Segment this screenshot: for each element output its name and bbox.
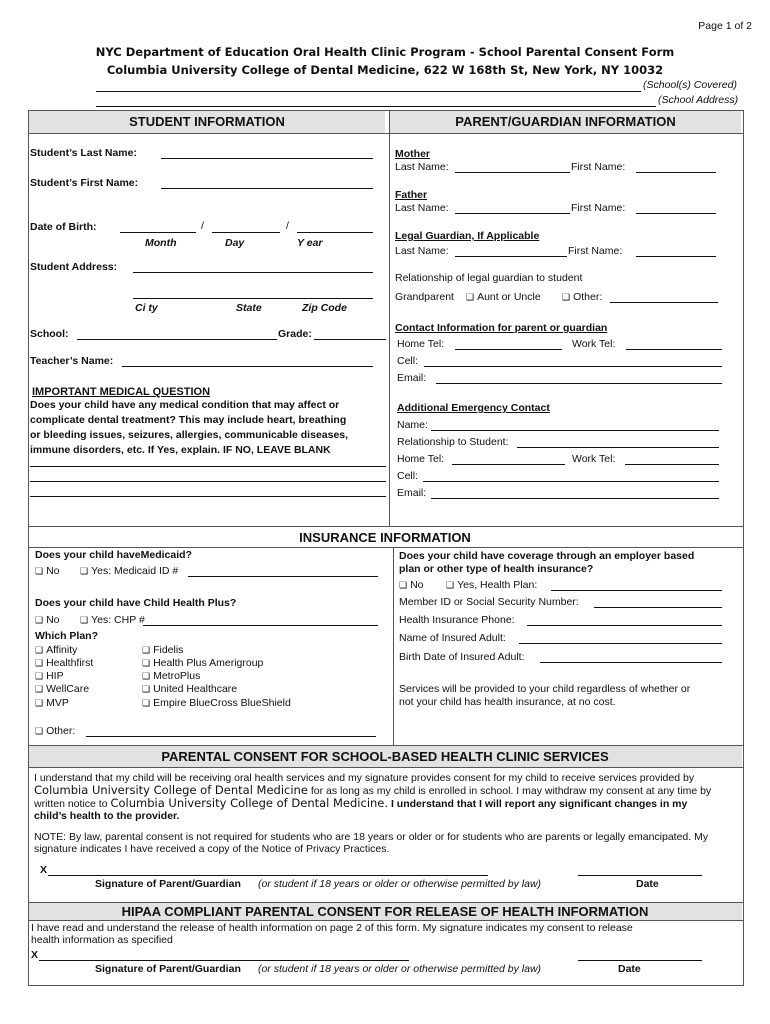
health-plan-field[interactable]: [551, 590, 722, 591]
schools-covered-label: (School(s) Covered): [643, 79, 737, 91]
plan-metroplus-checkbox[interactable]: ❑ MetroPlus: [142, 670, 200, 682]
emergency-email-field[interactable]: [431, 498, 719, 499]
zip-label: Zip Code: [302, 302, 347, 314]
student-first-name-label: Student’s First Name:: [30, 177, 139, 189]
hipaa-paragraph: [31, 922, 731, 946]
dob-slash: /: [201, 220, 204, 232]
emergency-home-tel-label: Home Tel:: [397, 453, 445, 465]
grandparent-label: Grandparent: [395, 291, 454, 303]
note-text: signature indicates I have received a copy of the Notice of Privacy Practices.: [34, 843, 390, 855]
schools-covered-line[interactable]: [96, 91, 641, 92]
divider: [28, 920, 743, 921]
work-tel-field[interactable]: [626, 349, 722, 350]
consent-paragraph: [34, 772, 734, 822]
signature-label: Signature of Parent/Guardian: [95, 963, 241, 975]
plan-empire-checkbox[interactable]: ❑ Empire BlueCross BlueShield: [142, 697, 291, 709]
consent-section-title: PARENTAL CONSENT FOR SCHOOL-BASED HEALTH CLINIC SERVICES: [161, 749, 609, 764]
mother-label: Mother: [395, 148, 430, 160]
student-first-name-field[interactable]: [161, 188, 373, 189]
hipaa-date-field[interactable]: [578, 960, 702, 961]
emergency-home-tel-field[interactable]: [452, 464, 565, 465]
plan-other-field[interactable]: [86, 736, 376, 737]
father-label: Father: [395, 189, 428, 201]
column-divider: [393, 547, 394, 745]
state-label: State: [236, 302, 262, 314]
consent-signature-field[interactable]: [48, 875, 488, 876]
signature-note: (or student if 18 years or older or otherwise permitted by law): [258, 878, 542, 890]
aunt-uncle-checkbox[interactable]: ❑ Aunt or Uncle: [466, 291, 541, 303]
student-address-line-2[interactable]: [133, 298, 373, 299]
emergency-name-field[interactable]: [431, 430, 719, 431]
insured-dob-field[interactable]: [540, 662, 722, 663]
dob-slash: /: [286, 220, 289, 232]
student-address-label: Student Address:: [30, 261, 118, 273]
mother-last-label: Last Name:: [395, 161, 449, 173]
emergency-work-tel-label: Work Tel:: [572, 453, 616, 465]
chp-yes-checkbox[interactable]: ❑ Yes: CHP #: [80, 614, 145, 626]
emergency-work-tel-field[interactable]: [625, 464, 719, 465]
insured-name-field[interactable]: [519, 643, 722, 644]
hipaa-text: I have read and understand the release of health information on page 2 of this form. My signature indicates my consent to release: [31, 922, 633, 934]
medical-question-line: complicate dental treatment? This may include heart, breathing: [30, 414, 347, 426]
hipaa-signature-field[interactable]: [39, 960, 409, 961]
grade-field[interactable]: [314, 339, 386, 340]
dob-day-field[interactable]: [212, 232, 280, 233]
work-tel-label: Work Tel:: [572, 338, 616, 350]
father-first-label: First Name:: [571, 202, 626, 214]
emergency-relationship-label: Relationship to Student:: [397, 436, 509, 448]
emergency-relationship-field[interactable]: [517, 447, 719, 448]
guardian-last-label: Last Name:: [395, 245, 449, 257]
plan-fidelis-checkbox[interactable]: ❑ Fidelis: [142, 644, 183, 656]
year-label: Y ear: [297, 237, 323, 249]
city-label: Ci ty: [135, 302, 158, 314]
hipaa-text: health information as specified: [31, 934, 173, 946]
emergency-name-label: Name:: [397, 419, 428, 431]
emergency-cell-field[interactable]: [423, 481, 719, 482]
which-plan-label: Which Plan?: [35, 630, 98, 642]
medical-question-line: immune disorders, etc. If Yes, explain. IF NO, LEAVE BLANK: [30, 444, 331, 456]
legal-guardian-label: Legal Guardian, If Applicable: [395, 230, 540, 242]
hipaa-section-title: HIPAA COMPLIANT PARENTAL CONSENT FOR RELEASE OF HEALTH INFORMATION: [121, 904, 649, 919]
form-subtitle: Columbia University College of Dental Medicine, 622 W 168th St, New York, NY 10032: [106, 63, 664, 77]
chp-no-checkbox[interactable]: ❑ No: [35, 614, 60, 626]
contact-info-title: Contact Information for parent or guardian: [395, 322, 608, 334]
divider: [28, 547, 743, 548]
teacher-field[interactable]: [122, 366, 373, 367]
services-note: not your child has health insurance, at no cost.: [399, 696, 616, 708]
other-relationship-field[interactable]: [610, 302, 718, 303]
insurance-phone-field[interactable]: [527, 625, 722, 626]
dob-month-field[interactable]: [120, 232, 196, 233]
other-relationship-checkbox[interactable]: ❑ Other:: [562, 291, 602, 303]
student-last-name-label: Student’s Last Name:: [30, 147, 137, 159]
school-address-label: (School Address): [658, 94, 739, 106]
signature-x: X: [31, 949, 39, 961]
services-note: Services will be provided to your child regardless of whether or: [399, 683, 691, 695]
home-tel-field[interactable]: [455, 349, 562, 350]
student-last-name-field[interactable]: [161, 158, 373, 159]
signature-x: X: [40, 864, 48, 876]
chp-id-field[interactable]: [143, 625, 378, 626]
mother-first-label: First Name:: [571, 161, 626, 173]
emergency-email-label: Email:: [397, 487, 427, 499]
school-field[interactable]: [77, 339, 277, 340]
father-last-label: Last Name:: [395, 202, 449, 214]
member-id-field[interactable]: [594, 607, 722, 608]
employer-no-checkbox[interactable]: ❑ No: [399, 579, 424, 591]
email-label: Email:: [397, 372, 427, 384]
medical-answer-line[interactable]: [30, 481, 386, 482]
plan-health-plus-checkbox[interactable]: ❑ Health Plus Amerigroup: [142, 657, 263, 669]
guardian-first-label: First Name:: [568, 245, 623, 257]
dob-label: Date of Birth:: [30, 221, 97, 233]
consent-bold-text: I understand that I will report any significant changes in my: [390, 798, 688, 810]
plan-mvp-checkbox[interactable]: ❑ MVP: [35, 697, 69, 709]
signature-note: (or student if 18 years or older or otherwise permitted by law): [258, 963, 542, 975]
school-label: School:: [30, 328, 69, 340]
divider: [28, 526, 743, 527]
mother-first-field[interactable]: [636, 172, 716, 173]
grade-label: Grade:: [278, 328, 312, 340]
divider: [28, 767, 743, 768]
medical-answer-line[interactable]: [30, 466, 386, 467]
plan-healthfirst-checkbox[interactable]: ❑ Healthfirst: [35, 657, 93, 669]
date-label: Date: [636, 878, 659, 890]
consent-text: I understand that my child will be receiving oral health services and my signature provides consent for my child to receive services provided by: [34, 772, 695, 784]
mother-last-field[interactable]: [455, 172, 570, 173]
consent-text: written notice to: [34, 798, 108, 810]
column-divider: [389, 110, 390, 526]
employer-question: Does your child have coverage through an employer based: [399, 550, 695, 562]
medical-question-line: or bleeding issues, seizures, allergies, communicable diseases,: [30, 429, 349, 441]
day-label: Day: [225, 237, 245, 249]
plan-other-checkbox[interactable]: ❑ Other:: [35, 725, 75, 737]
home-tel-label: Home Tel:: [397, 338, 445, 350]
father-last-field[interactable]: [455, 213, 570, 214]
plan-united-checkbox[interactable]: ❑ United Healthcare: [142, 683, 237, 695]
insurance-section-title: INSURANCE INFORMATION: [299, 530, 471, 545]
medical-answer-line[interactable]: [30, 496, 386, 497]
signature-label: Signature of Parent/Guardian: [95, 878, 241, 890]
guardian-last-field[interactable]: [455, 256, 567, 257]
parent-section-title: PARENT/GUARDIAN INFORMATION: [455, 114, 676, 129]
divider: [28, 133, 743, 134]
medicaid-yes-checkbox[interactable]: ❑ Yes: Medicaid ID #: [80, 565, 178, 577]
consent-text: for as long as my child is enrolled in school. I may withdraw my consent at any time by: [310, 785, 712, 797]
insurance-phone-label: Health Insurance Phone:: [399, 614, 515, 626]
date-label: Date: [618, 963, 641, 975]
medicaid-id-field[interactable]: [188, 576, 378, 577]
cell-label: Cell:: [397, 355, 419, 367]
organization-name: Columbia University College of Dental Medicine: [34, 783, 308, 797]
medicaid-no-checkbox[interactable]: ❑ No: [35, 565, 60, 577]
month-label: Month: [145, 237, 177, 249]
plan-wellcare-checkbox[interactable]: ❑ WellCare: [35, 683, 89, 695]
father-first-field[interactable]: [636, 213, 716, 214]
consent-note: [34, 831, 734, 855]
page-number: Page 1 of 2: [698, 20, 752, 32]
insured-name-label: Name of Insured Adult:: [399, 632, 506, 644]
email-field[interactable]: [436, 383, 722, 384]
note-text: NOTE: By law, parental consent is not required for students who are 18 years or older or for students who are parents or legally emancipated. My: [34, 831, 709, 843]
teacher-label: Teacher’s Name:: [30, 355, 114, 367]
school-address-line[interactable]: [96, 106, 656, 107]
emergency-contact-title: Additional Emergency Contact: [397, 402, 550, 414]
dob-year-field[interactable]: [297, 232, 373, 233]
medical-question-line: Does your child have any medical condition that may affect or: [30, 399, 340, 411]
cell-field[interactable]: [424, 366, 722, 367]
student-section-title: STUDENT INFORMATION: [129, 114, 285, 129]
medicaid-question: Does your child haveMedicaid?: [35, 549, 192, 561]
guardian-first-field[interactable]: [636, 256, 716, 257]
medical-question-title: IMPORTANT MEDICAL QUESTION: [32, 386, 211, 398]
relationship-label: Relationship of legal guardian to student: [395, 272, 583, 284]
insured-dob-label: Birth Date of Insured Adult:: [399, 651, 525, 663]
employer-question: plan or other type of health insurance?: [399, 563, 594, 575]
organization-name: Columbia University College of Dental Medicine.: [110, 796, 389, 810]
emergency-cell-label: Cell:: [397, 470, 419, 482]
consent-date-field[interactable]: [578, 875, 702, 876]
form-title: NYC Department of Education Oral Health Clinic Program - School Parental Consent Form: [95, 45, 675, 59]
plan-affinity-checkbox[interactable]: ❑ Affinity: [35, 644, 77, 656]
student-address-field[interactable]: [133, 272, 373, 273]
employer-yes-checkbox[interactable]: ❑ Yes, Health Plan:: [446, 579, 537, 591]
chp-question: Does your child have Child Health Plus?: [35, 597, 237, 609]
member-id-label: Member ID or Social Security Number:: [399, 596, 579, 608]
plan-hip-checkbox[interactable]: ❑ HIP: [35, 670, 64, 682]
consent-bold-text: child’s health to the provider.: [34, 810, 180, 822]
